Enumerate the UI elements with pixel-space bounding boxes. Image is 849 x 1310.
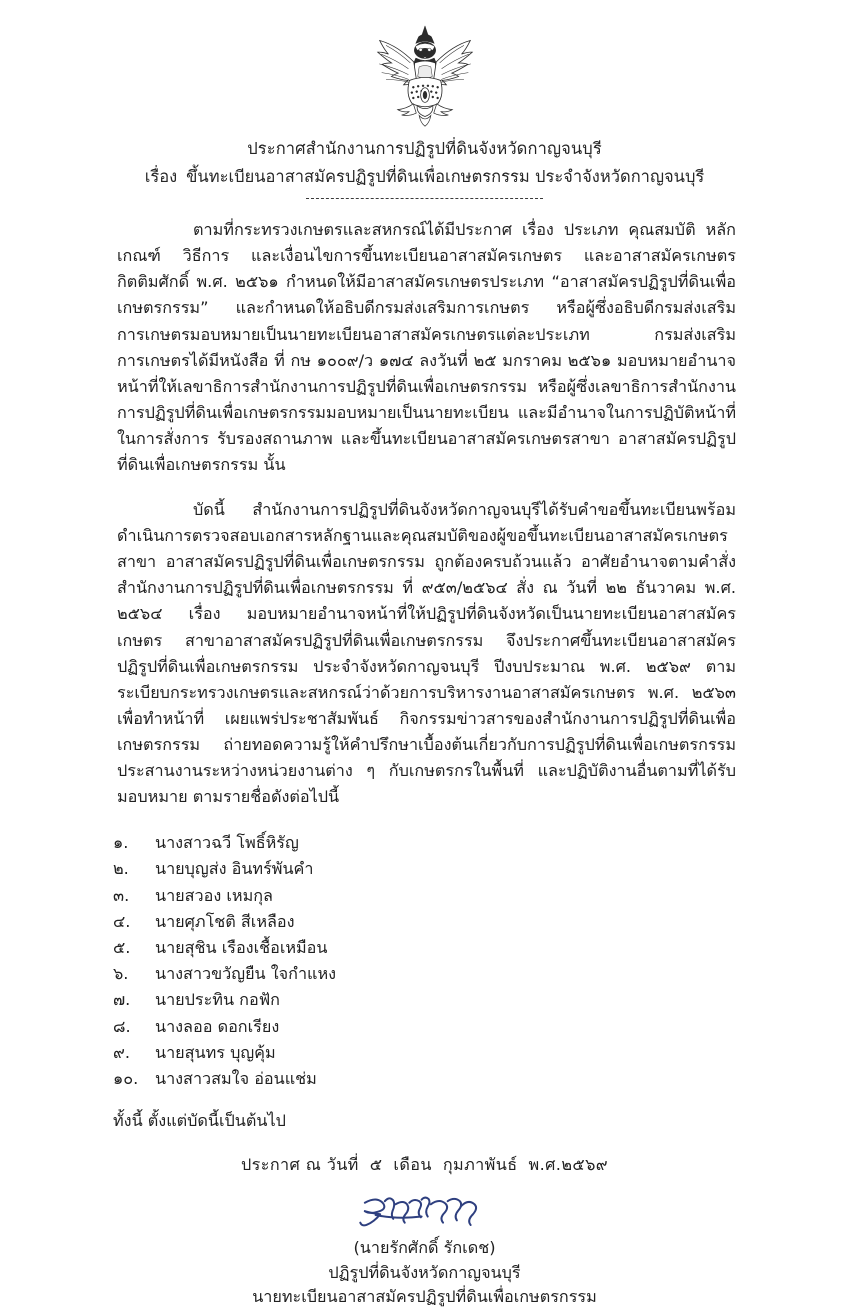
list-item xyxy=(113,987,849,1013)
signatory-role-secondary: นายทะเบียนอาสาสมัครปฏิรูปที่ดินเพื่อเกษตรกรรม xyxy=(252,1287,597,1307)
date-month-label: เดือน xyxy=(393,1155,432,1175)
list-item xyxy=(113,961,849,987)
list-item-number: ๗. xyxy=(113,990,131,1010)
list-item xyxy=(113,1066,849,1092)
list-item-number: ๕. xyxy=(113,938,131,957)
signature-block xyxy=(0,1192,849,1310)
list-item xyxy=(113,1014,849,1040)
list-item-name: นายศุภโชติ สีเหลือง xyxy=(155,911,295,931)
list-item-number: ๒. xyxy=(113,859,129,879)
title-block xyxy=(0,136,849,189)
list-item-number: ๘. xyxy=(113,1016,131,1036)
divider-container xyxy=(0,198,849,199)
paragraph-1-text: ตามที่กระทรวงเกษตรและสหกรณ์ได้มีประกาศ เรื่อง ประเภท คุณสมบัติ หลักเกณฑ์ วิธีการ และเงื่อนไขการขึ้นทะเบียนอาสาสมัครเกษตร และอาสาสมัครเกษตรกิตติมศักดิ์ พ.ศ. ๒๕๖๑ กำหนดให้มีอาสาสมัครเกษตรประเภท “อาสาสมัครปฏิรูปที่ดินเพื่อเกษตรกรรม” และกำหนดให้อธิบดีกรมส่งเสริมการเกษตร หรือผู้ซึ่งอธิบดีกรมส่งเสริมการเกษตรมอบหมายเป็นนายทะเบียนอาสาสมัครเกษตรแต่ละประเภท กรมส่งเสริมการเกษตรได้มีหนังสือ ที่ กษ ๑๐๐๙/ว ๑๗๔ ลงวันที่ ๒๕ มกราคม ๒๕๖๑ มอบหมายอำนาจหน้าที่ให้เลขาธิการสำนักงานการปฏิรูปที่ดินเพื่อเกษตรกรรม หรือผู้ซึ่งเลขาธิการสำนักงานการปฏิรูปที่ดินเพื่อเกษตรกรรมมอบหมายเป็นนายทะเบียน และมีอำนาจในการปฏิบัติหน้าที่ในการสั่งการ รับรองสถานภาพ และขึ้นทะเบียนอาสาสมัครเกษตรสาขา อาสาสมัครปฏิรูปที่ดินเพื่อเกษตรกรรม นั้น xyxy=(117,220,736,474)
list-item-name: นายสุชิน เรืองเชื้อเหมือน xyxy=(155,938,328,957)
list-item-number: ๙. xyxy=(113,1042,131,1062)
garuda-emblem xyxy=(366,22,484,134)
list-item-name: นางสาวสมใจ อ่อนแช่ม xyxy=(155,1069,317,1089)
signatory-role-primary: ปฏิรูปที่ดินจังหวัดกาญจนบุรี xyxy=(328,1262,521,1282)
date-day: ๕ xyxy=(369,1155,383,1175)
list-item xyxy=(113,856,849,882)
subject-text: ขึ้นทะเบียนอาสาสมัครปฏิรูปที่ดินเพื่อเกษตรกรรม ประจำจังหวัดกาญจนบุรี xyxy=(186,166,705,186)
list-item-name: นางลออ ดอกเรียง xyxy=(155,1016,280,1036)
list-item xyxy=(113,935,849,961)
list-item xyxy=(113,1040,849,1066)
dashed-divider xyxy=(306,198,543,199)
closing-block xyxy=(0,1108,849,1134)
signature-mark xyxy=(348,1192,501,1238)
signatory-name: (นายรักศักดิ์ รักเดช) xyxy=(353,1238,496,1258)
list-item-number: ๑๐. xyxy=(113,1069,139,1089)
list-item-number: ๔. xyxy=(113,911,131,931)
list-item-name: นางสาวขวัญยืน ใจกำแหง xyxy=(155,964,337,984)
list-item-name: นางสาวฉวี โพธิ์หิรัญ xyxy=(155,833,299,853)
date-year: ๒๕๖๙ xyxy=(561,1155,608,1175)
date-prefix: ประกาศ ณ วันที่ xyxy=(240,1155,359,1175)
registered-volunteer-list xyxy=(0,830,849,1092)
list-item-name: นายสุนทร บุญคุ้ม xyxy=(155,1042,276,1062)
subject-label: เรื่อง xyxy=(144,166,178,186)
announcement-date-line xyxy=(0,1152,849,1178)
list-item-number: ๓. xyxy=(113,885,130,905)
body-area xyxy=(0,217,849,810)
effective-statement: ทั้งนี้ ตั้งแต่บัดนี้เป็นต้นไป xyxy=(113,1111,286,1131)
date-year-label: พ.ศ. xyxy=(528,1155,562,1175)
paragraph-2 xyxy=(117,497,736,810)
emblem-container xyxy=(0,0,849,130)
document-subject-line xyxy=(0,164,849,190)
list-item-name: นายประทิน กอฟัก xyxy=(155,990,280,1010)
paragraph-2-text: บัดนี้ สำนักงานการปฏิรูปที่ดินจังหวัดกาญจนบุรีได้รับคำขอขึ้นทะเบียนพร้อมดำเนินการตรวจสอบเอกสารหลักฐานและคุณสมบัติของผู้ขอขึ้นทะเบียนอาสาสมัครเกษตรสาขา อาสาสมัครปฏิรูปที่ดินเพื่อเกษตรกรรม ถูกต้องครบถ้วนแล้ว อาศัยอำนาจตามคำสั่งสำนักงานการปฏิรูปที่ดินเพื่อเกษตรกรรม ที่ ๙๕๓/๒๕๖๔ สั่ง ณ วันที่ ๒๒ ธันวาคม พ.ศ. ๒๕๖๔ เรื่อง มอบหมายอำนาจหน้าที่ให้ปฏิรูปที่ดินจังหวัดเป็นนายทะเบียนอาสาสมัครเกษตร สาขาอาสาสมัครปฏิรูปที่ดินเพื่อเกษตรกรรม จึงประกาศขึ้นทะเบียนอาสาสมัครปฏิรูปที่ดินเพื่อเกษตรกรรม ประจำจังหวัดกาญจนบุรี ปีงบประมาณ พ.ศ. ๒๕๖๙ ตามระเบียบกระทรวงเกษตรและสหกรณ์ว่าด้วยการบริหารงานอาสาสมัครเกษตร พ.ศ. ๒๕๖๓ เพื่อทำหน้าที่ เผยแพร่ประชาสัมพันธ์ กิจกรรมข่าวสารของสำนักงานการปฏิรูปที่ดินเพื่อเกษตรกรรม ถ่ายทอดความรู้ให้คำปรึกษาเบื้องต้นเกี่ยวกับการปฏิรูปที่ดินเพื่อเกษตรกรรม ประสานงานระหว่างหน่วยงานต่าง ๆ กับเกษตรกรในพื้นที่ และปฏิบัติงานอื่นตามที่ได้รับมอบหมาย ตามรายชื่อดังต่อไปนี้ xyxy=(117,500,736,807)
paragraph-1 xyxy=(117,217,736,478)
page-title: ประกาศสำนักงานการปฏิรูปที่ดินจังหวัดกาญจนบุรี xyxy=(247,139,602,158)
list-item-number: ๑. xyxy=(113,833,129,853)
date-month: กุมภาพันธ์ xyxy=(442,1155,518,1175)
list-item-number: ๖. xyxy=(113,964,129,984)
list-item xyxy=(113,883,849,909)
list-item-name: นายสวอง เหมกุล xyxy=(155,885,273,905)
list-item xyxy=(113,909,849,935)
list-item-name: นายบุญส่ง อินทร์พันคำ xyxy=(155,859,314,879)
list-item xyxy=(113,830,849,856)
